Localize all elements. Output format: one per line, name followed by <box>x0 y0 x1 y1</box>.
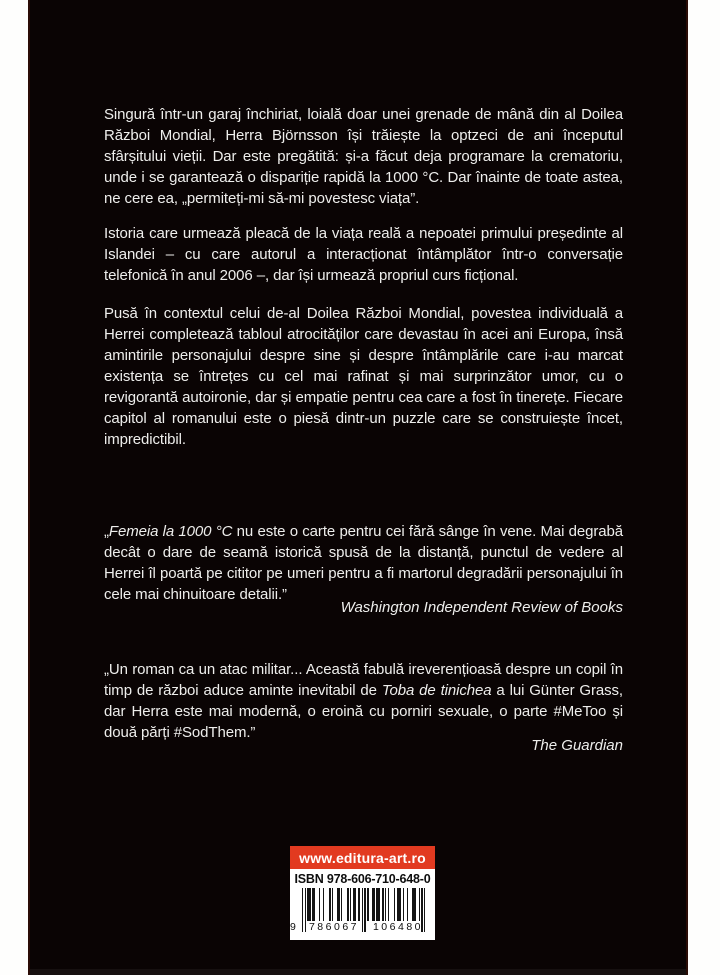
isbn-block <box>290 846 435 940</box>
barcode-digits <box>290 921 430 933</box>
cover-background <box>28 0 688 975</box>
barcode-digit-group-left: 786067 <box>308 921 360 933</box>
review-quote-2 <box>104 659 623 743</box>
review-quote-1-text: nu este o carte pentru cei fără sânge în vene. Mai degrabă decât o dare de seamă istorică spusă de la distanță, punctul de vedere al Herrei îl poartă pe cititor pe umeri pentru a fi martorul degradării personajului în cele mai chinuitoare detalii.” <box>104 523 623 603</box>
ean13-barcode <box>290 888 435 936</box>
review-quote-2-book-title: Toba de tinichea <box>381 682 492 699</box>
isbn-box <box>290 869 435 940</box>
review-quote-1-book-title: Femeia la 1000 °C <box>108 523 233 540</box>
isbn-label: ISBN 978-606-710-648-0 <box>294 872 431 886</box>
review-quote-2-open: „Un roman ca un atac militar... Această fabulă ireverențioasă despre un copil în timp de război aduce aminte inevitabil de <box>104 661 623 699</box>
barcode-digit-leading: 9 <box>290 921 296 933</box>
publisher-url-banner <box>290 846 435 869</box>
synopsis-paragraph-1: Singură într-un garaj închiriat, loială doar unei grenade de mână din al Doilea Război Mondial, Herra Björnsson își trăiește la optzeci de ani începutul sfârșitului vieții. Dar este pregătită: și-a făcut deja programare la crematoriu, unde i se garantează o dispariție rapidă la 1000 °C. Dar înainte de toate astea, ne cere ea, „permiteți-mi să-mi povestesc viața”. <box>104 106 623 207</box>
synopsis-paragraph-2: Istoria care urmează pleacă de la viața reală a nepoatei primului președinte al Islandei – cu care autorul a interacționat întâmplător într-o conversație telefonică în anul 2006 –, dar își urmează propriul curs ficțional. <box>104 225 623 284</box>
review-source-2: The Guardian <box>531 737 623 754</box>
synopsis-paragraph-3: Pusă în contextul celui de-al Doilea Război Mondial, povestea individuală a Herrei completează tabloul atrocităților care devastau în acei ani Europa, însă amintirile personajului despre sine și despre întâmplările care i-au marcat existența se întrețes cu cel mai rafinat și mai surprinzător umor, cu o revigorantă autoironie, dar și empatie pentru cea care a fost în tinerețe. Fiecare capitol al romanului este o piesă dintr-un puzzle care se construiește încet, impredictibil. <box>104 305 623 448</box>
barcode-digit-group-right: 106480 <box>372 921 424 933</box>
review-quote-1 <box>104 521 623 605</box>
review-source-1: Washington Independent Review of Books <box>340 599 623 616</box>
review-quote-1-open: „ <box>104 523 109 540</box>
review-quote-2-text: a lui Günter Grass, dar Herra este mai modernă, o eroină cu porniri sexuale, o parte #MeToo și două părți #SodThem.” <box>104 682 623 741</box>
publisher-url: www.editura-art.ro <box>299 849 426 866</box>
